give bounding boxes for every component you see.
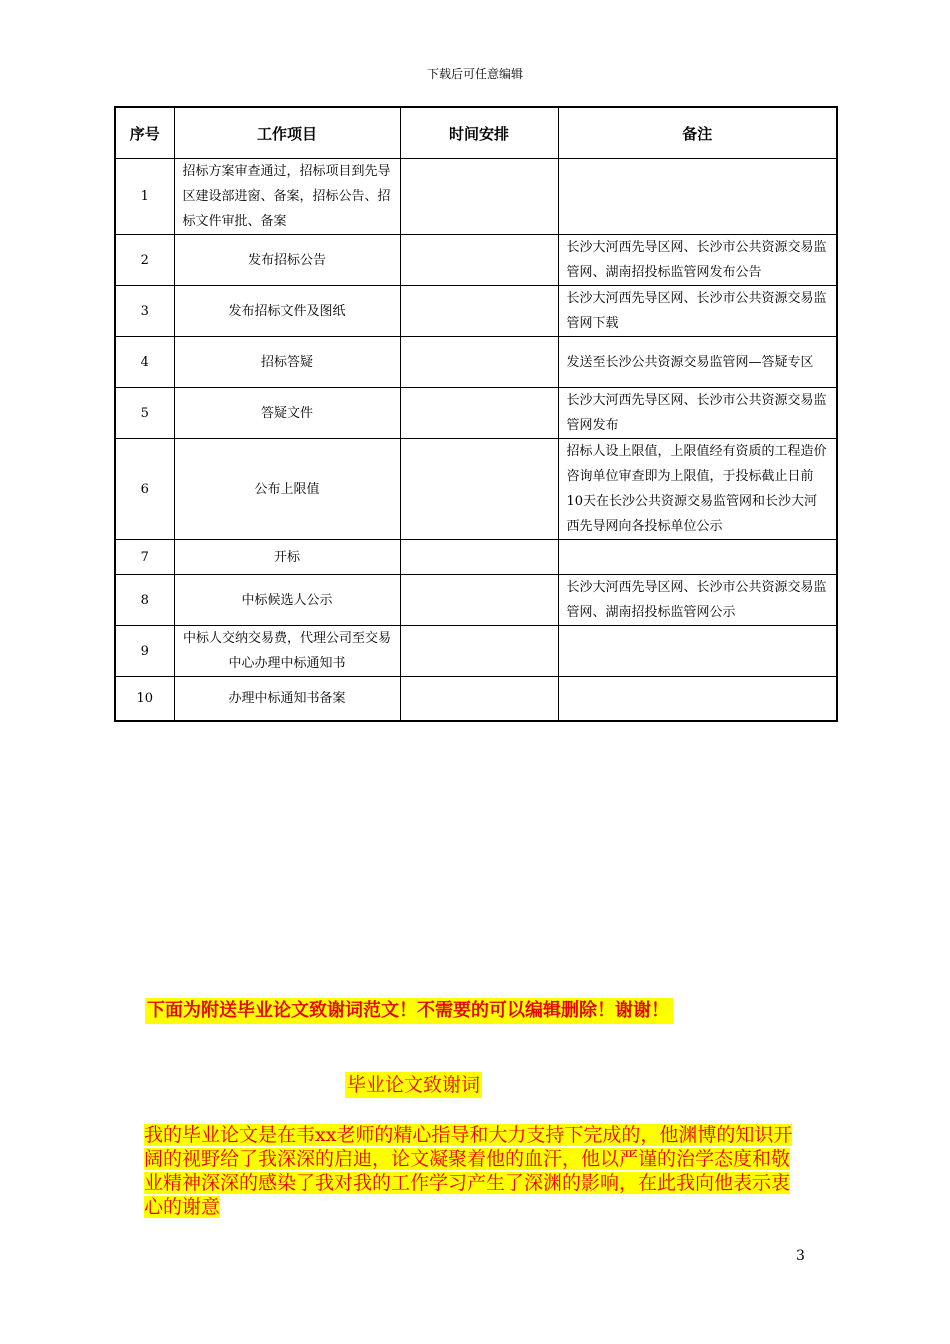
row-seq: 7	[115, 540, 174, 575]
row-item: 发布招标文件及图纸	[174, 286, 400, 337]
row-item: 公布上限值	[174, 439, 400, 540]
row-note: 长沙大河西先导区网、长沙市公共资源交易监管网下载	[558, 286, 837, 337]
row-seq: 1	[115, 159, 174, 235]
table-row	[115, 677, 837, 721]
row-note	[558, 159, 837, 235]
row-note	[558, 677, 837, 721]
column-header-item: 工作项目	[174, 107, 400, 159]
row-time	[400, 337, 558, 388]
acknowledgement-text: 我的毕业论文是在韦xx老师的精心指导和大力支持下完成的，他渊博的知识开阔的视野给了我深深的启迪，论文凝聚着他的血汗，他以严谨的治学态度和敬业精神深深的感染了我对我的工作学习产生了深渊的影响，在此我向他表示衷心的谢意	[144, 1124, 793, 1218]
row-note: 长沙大河西先导区网、长沙市公共资源交易监管网发布	[558, 388, 837, 439]
page-number: 3	[796, 1248, 805, 1264]
row-seq: 5	[115, 388, 174, 439]
column-header-time: 时间安排	[400, 107, 558, 159]
table-row	[115, 439, 837, 540]
column-header-seq: 序号	[115, 107, 174, 159]
row-item: 招标答疑	[174, 337, 400, 388]
appendix-note: 下面为附送毕业论文致谢词范文！不需要的可以编辑删除！谢谢！	[145, 998, 673, 1024]
row-item: 开标	[174, 540, 400, 575]
table-row	[115, 575, 837, 626]
table-row	[115, 337, 837, 388]
schedule-table	[114, 106, 838, 722]
row-note	[558, 540, 837, 575]
row-note: 招标人设上限值，上限值经有资质的工程造价咨询单位审查即为上限值，于投标截止日前10天在长沙公共资源交易监管网和长沙大河西先导网向各投标单位公示	[558, 439, 837, 540]
table-row	[115, 235, 837, 286]
row-time	[400, 159, 558, 235]
row-time	[400, 286, 558, 337]
table-row	[115, 388, 837, 439]
row-time	[400, 235, 558, 286]
row-time	[400, 439, 558, 540]
row-time	[400, 388, 558, 439]
row-item: 发布招标公告	[174, 235, 400, 286]
row-seq: 6	[115, 439, 174, 540]
row-seq: 8	[115, 575, 174, 626]
acknowledgement-body	[144, 1123, 808, 1219]
row-seq: 2	[115, 235, 174, 286]
table-row	[115, 286, 837, 337]
row-seq: 3	[115, 286, 174, 337]
page-header: 下载后可任意编辑	[426, 67, 523, 81]
row-note	[558, 626, 837, 677]
acknowledgement-title: 毕业论文致谢词	[347, 1074, 481, 1096]
row-seq: 9	[115, 626, 174, 677]
row-item: 中标人交纳交易费，代理公司至交易中心办理中标通知书	[174, 626, 400, 677]
row-note: 发送至长沙公共资源交易监管网—答疑专区	[558, 337, 837, 388]
table-header-row	[115, 107, 837, 159]
row-seq: 4	[115, 337, 174, 388]
column-header-note: 备注	[558, 107, 837, 159]
row-time	[400, 626, 558, 677]
table-row	[115, 626, 837, 677]
row-time	[400, 540, 558, 575]
row-seq: 10	[115, 677, 174, 721]
row-item: 办理中标通知书备案	[174, 677, 400, 721]
row-note: 长沙大河西先导区网、长沙市公共资源交易监管网、湖南招投标监管网公示	[558, 575, 837, 626]
row-time	[400, 677, 558, 721]
row-item: 招标方案审查通过，招标项目到先导区建设部进窗、备案，招标公告、招标文件审批、备案	[174, 159, 400, 235]
row-time	[400, 575, 558, 626]
table-row	[115, 540, 837, 575]
row-item: 中标候选人公示	[174, 575, 400, 626]
row-note: 长沙大河西先导区网、长沙市公共资源交易监管网、湖南招投标监管网发布公告	[558, 235, 837, 286]
row-item: 答疑文件	[174, 388, 400, 439]
table-row	[115, 159, 837, 235]
